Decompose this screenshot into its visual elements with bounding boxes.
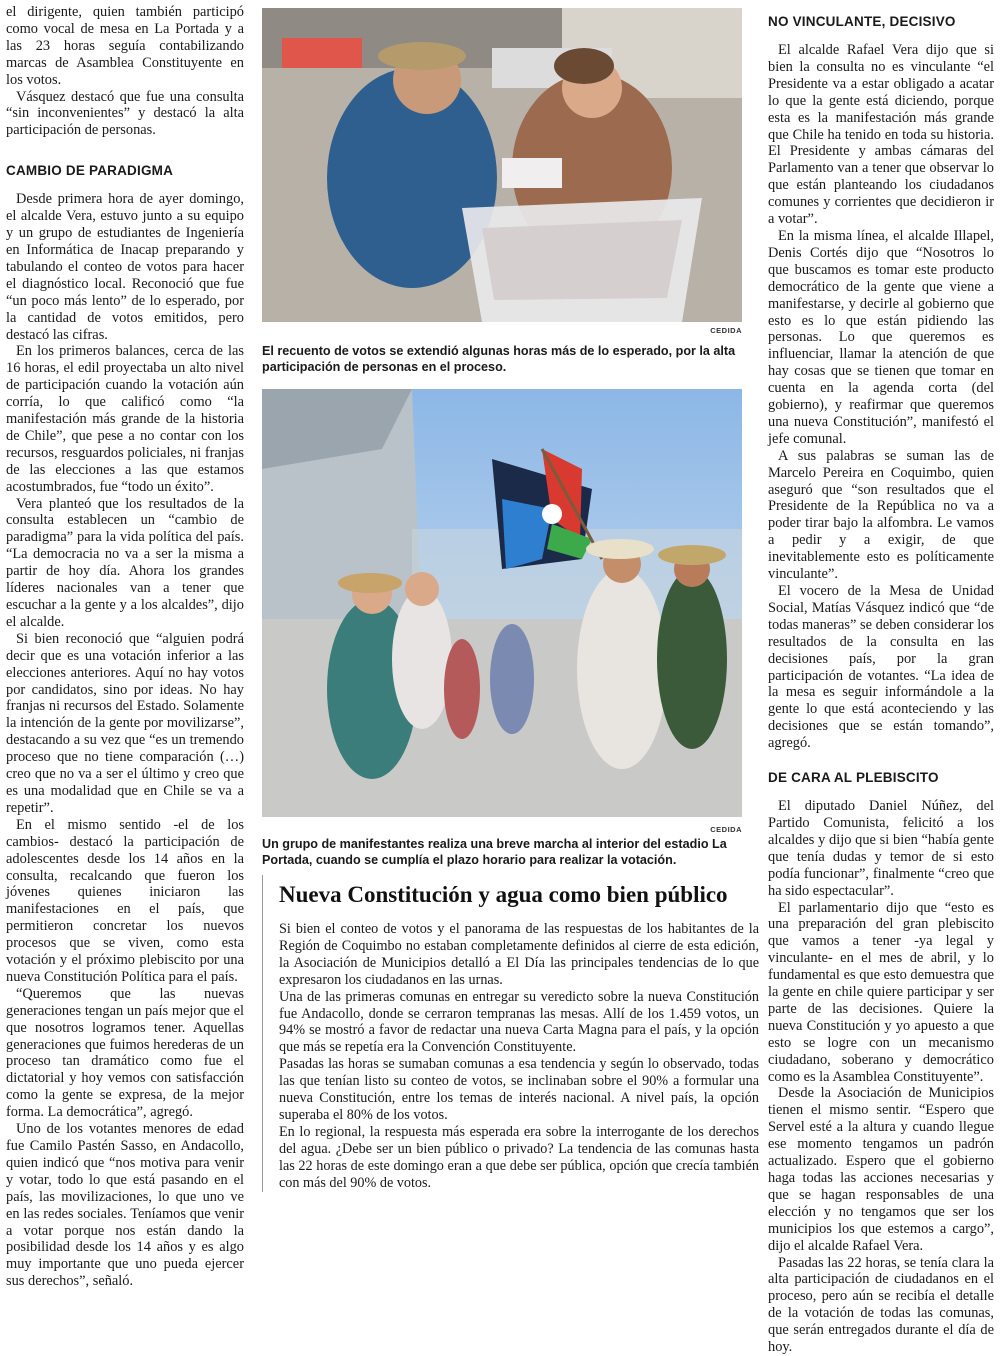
paragraph: Si bien reconoció que “alguien podrá decir que es una votación inferior a las elecciones anteriores. Aquí no hay votos por candidatos, sino por ideas. No hay franjas ni recursos del Estado. Solamente la intención de la gente por movilizarse”, destacando a su vez que “es un tremendo proceso que no tiene comparación (…) creo que no va a ser el último y creo que es una modalidad que en Chile se va a repetir”. xyxy=(6,630,244,816)
paragraph: Vera planteó que los resultados de la consulta establecen un “cambio de paradigma” para la vida política del país. “La democracia no va a ser la misma a partir de hoy día. Ahora los grandes líderes nacionales van a tener que escuchar a la gente y a los alcaldes”, dijo el alcalde. xyxy=(6,495,244,630)
paragraph: Desde primera hora de ayer domingo, el alcalde Vera, estuvo junto a su equipo y un grupo de estudiantes de Ingeniería en Informática de Inacap preparando y tabulando el conteo de votos para hacer el diagnóstico local. Reconoció que fue “un poco más lento” de lo esperado, por la cantidad de votos emitidos, pero destacó las cifras. xyxy=(6,191,244,343)
photo-credit: CEDIDA xyxy=(710,326,742,335)
paragraph: Si bien el conteo de votos y el panorama de las respuestas de los habitantes de la Región de Coquimbo no estaban completamente definidos al cierre de esta edición, la Asociación de Municipios detalló a El Día las principales tendencias de lo que expresaron los ciudadanos en las urnas. xyxy=(279,921,759,988)
photo-march xyxy=(262,389,742,817)
paragraph: El alcalde Rafael Vera dijo que si bien la consulta no es vinculante “el Presidente va a estar obligado a acatar lo que la gente está diciendo, porque esta es la manifestación más grande que Chile ha tenido en toda su historia. El Presidente y ambas cámaras del Parlamento van a tener que observar lo que están planteando los ciudadanos comunes y corrientes que decidieron ir a votar”. xyxy=(768,42,994,228)
paragraph: En la misma línea, el alcalde Illapel, Denis Cortés dijo que “Nosotros lo que buscamos es tomar este producto democrático de la gente que viene a manifestarse, y decirle al gobierno que esto es lo que están pidiendo las personas. Lo que queremos es influenciar, llamar la atención de que hay cosas que se tienen que tomar en cuenta en la agenda corta (del gobierno), y reafirmar que queremos una nueva Constitución”, manifestó el jefe comunal. xyxy=(768,227,994,447)
center-column xyxy=(262,0,759,1329)
paragraph: “Queremos que las nuevas generaciones tengan un país mejor que el que nosotros logramos tener. Aquellas generaciones que fuimos herederas de un proceso tan dramático como fue el dictatorial y hoy vemos con satisfacción como la gente se expresa, de la mejor forma. La democrática”, agregó. xyxy=(6,985,244,1121)
photo-caption: El recuento de votos se extendió algunas horas más de lo esperado, por la alta participación de personas en el proceso. xyxy=(262,344,736,374)
paragraph: el dirigente, quien también participó como vocal de mesa en La Portada y a las 23 horas seguía contabilizando marcas de Asamblea Constituyente en los votos. xyxy=(6,4,244,88)
paragraph: El diputado Daniel Núñez, del Partido Comunista, felicitó a los alcaldes y dijo que si bien “había gente que tenía dudas y temor de si esto podía funcionar”, finalmente “creo que ha sido espectacular”. xyxy=(768,798,994,899)
paragraph: Una de las primeras comunas en entregar su veredicto sobre la nueva Constitución fue Andacollo, donde se cerraron tempranas las mesas. Allí de los 1.459 votos, un 94% se mostró a favor de redactar una nueva Carta Magna para el país, y la opción que más se repetía era la Convención Constituyente. xyxy=(279,988,759,1056)
paragraph: En los primeros balances, cerca de las 16 horas, el edil proyectaba un alto nivel de participación cuando la votación aún corría, lo que calificó como “la manifestación más grande de la historia de Chile”, que pese a no contar con los recursos, resguardos policiales, ni franjas de las elecciones a las que estamos acostumbrados, fue “todo un éxito”. xyxy=(6,343,244,495)
box-title: Nueva Constitución y agua como bien público xyxy=(279,882,728,907)
paragraph: Pasadas las horas se sumaban comunas a esa tendencia y según lo observado, todas las que tenían listo su conteo de votos, se inclinaban sobre el 90% a formular una nueva Constitución, entre los temas de interés nacional. A nivel país, la opción superaba el 80% de los votos. xyxy=(279,1056,759,1123)
photo-caption: Un grupo de manifestantes realiza una breve marcha al interior del estadio La Portada, cuando se cumplía el plazo horario para realizar la votación. xyxy=(262,837,727,867)
paragraph: Vásquez destacó que fue una consulta “sin inconvenientes” y destacó la alta participación de personas. xyxy=(6,88,244,139)
paragraph: El vocero de la Mesa de Unidad Social, Matías Vásquez indicó que “de todas maneras” se deben considerar los resultados de la consulta en las decisiones país, por la gran participación de votantes. “La idea de la mesa es seguir informándole a la gente lo que está aconteciendo y las decisiones que se están tomando”, agregó. xyxy=(768,583,994,752)
paragraph: A sus palabras se suman las de Marcelo Pereira en Coquimbo, quien aseguró que “son resultados que el Presidente de la República no va a poder tirar bajo la alfombra. Le vamos a pedir y a exigir, de que inevitablemente esto es políticamente vinculante”. xyxy=(768,447,994,583)
right-column xyxy=(768,0,994,1356)
left-column xyxy=(6,0,244,1290)
paragraph: Desde la Asociación de Municipios tienen el mismo sentir. “Espero que Servel esté a la altura y cuando llegue ese momento tengamos un padrón actualizado. Espero que el gobierno haga todas las acciones necesarias y que se hagan responsables de una elección y no tengamos que ser los municipios los que estemos a cargo”, dijo el alcalde Rafael Vera. xyxy=(768,1085,994,1254)
paragraph: Pasadas las 22 horas, se tenía clara la alta participación de ciudadanos en el proceso, pero aún se recibía el detalle de la votación de todas las comunas, que serán entregados durante el día de hoy. xyxy=(768,1254,994,1356)
section-heading-plebiscito: DE CARA AL PLEBISCITO xyxy=(768,770,939,786)
photo-credit: CEDIDA xyxy=(710,825,742,834)
paragraph: Uno de los votantes menores de edad fue Camilo Pastén Sasso, en Andacollo, quien indicó que “nos motiva para venir y votar, todo lo que está pasando en el país, las movilizaciones, lo que uno ve en las redes sociales. Teníamos que venir a votar porque nos están dando la posibilidad desde los 14 años y es algo muy importante que uno pueda ejercer sus derechos”, señaló. xyxy=(6,1121,244,1290)
paragraph: En lo regional, la respuesta más esperada era sobre la interrogante de los derechos del agua. ¿Debe ser un bien público o privado? La tendencia de las comunas hasta las 22 horas de este domingo eran a que debe ser pública, opción que crecía también con más del 90% de votos. xyxy=(279,1123,759,1191)
photo-vote-count xyxy=(262,8,742,322)
boxed-article xyxy=(262,875,759,1192)
section-heading-cambio: CAMBIO DE PARADIGMA xyxy=(6,163,174,179)
paragraph: El parlamentario dijo que “esto es una preparación del gran plebiscito que vamos a tener -ya legal y vinculante- en el mes de abril, y lo fundamental es que esto demuestra que la gente en chile quiere participar y ser parte de las decisiones. Quiere la nueva Constitución y yo apuesto a que esto se logre con un mecanismo ciudadano, soberano y democrático como es la Asamblea Constituyente”. xyxy=(768,899,994,1085)
section-heading-no-vinculante: NO VINCULANTE, DECISIVO xyxy=(768,14,956,29)
paragraph: En el mismo sentido -el de los cambios- destacó la participación de adolescentes desde los 14 años en la consulta, recalcando que fueron los jóvenes quienes iniciaron las manifestaciones en el país, que permitieron concretar los nuevos procesos que se viven, como esta votación y el próximo plebiscito por una nueva Constitución Política para el país. xyxy=(6,816,244,985)
